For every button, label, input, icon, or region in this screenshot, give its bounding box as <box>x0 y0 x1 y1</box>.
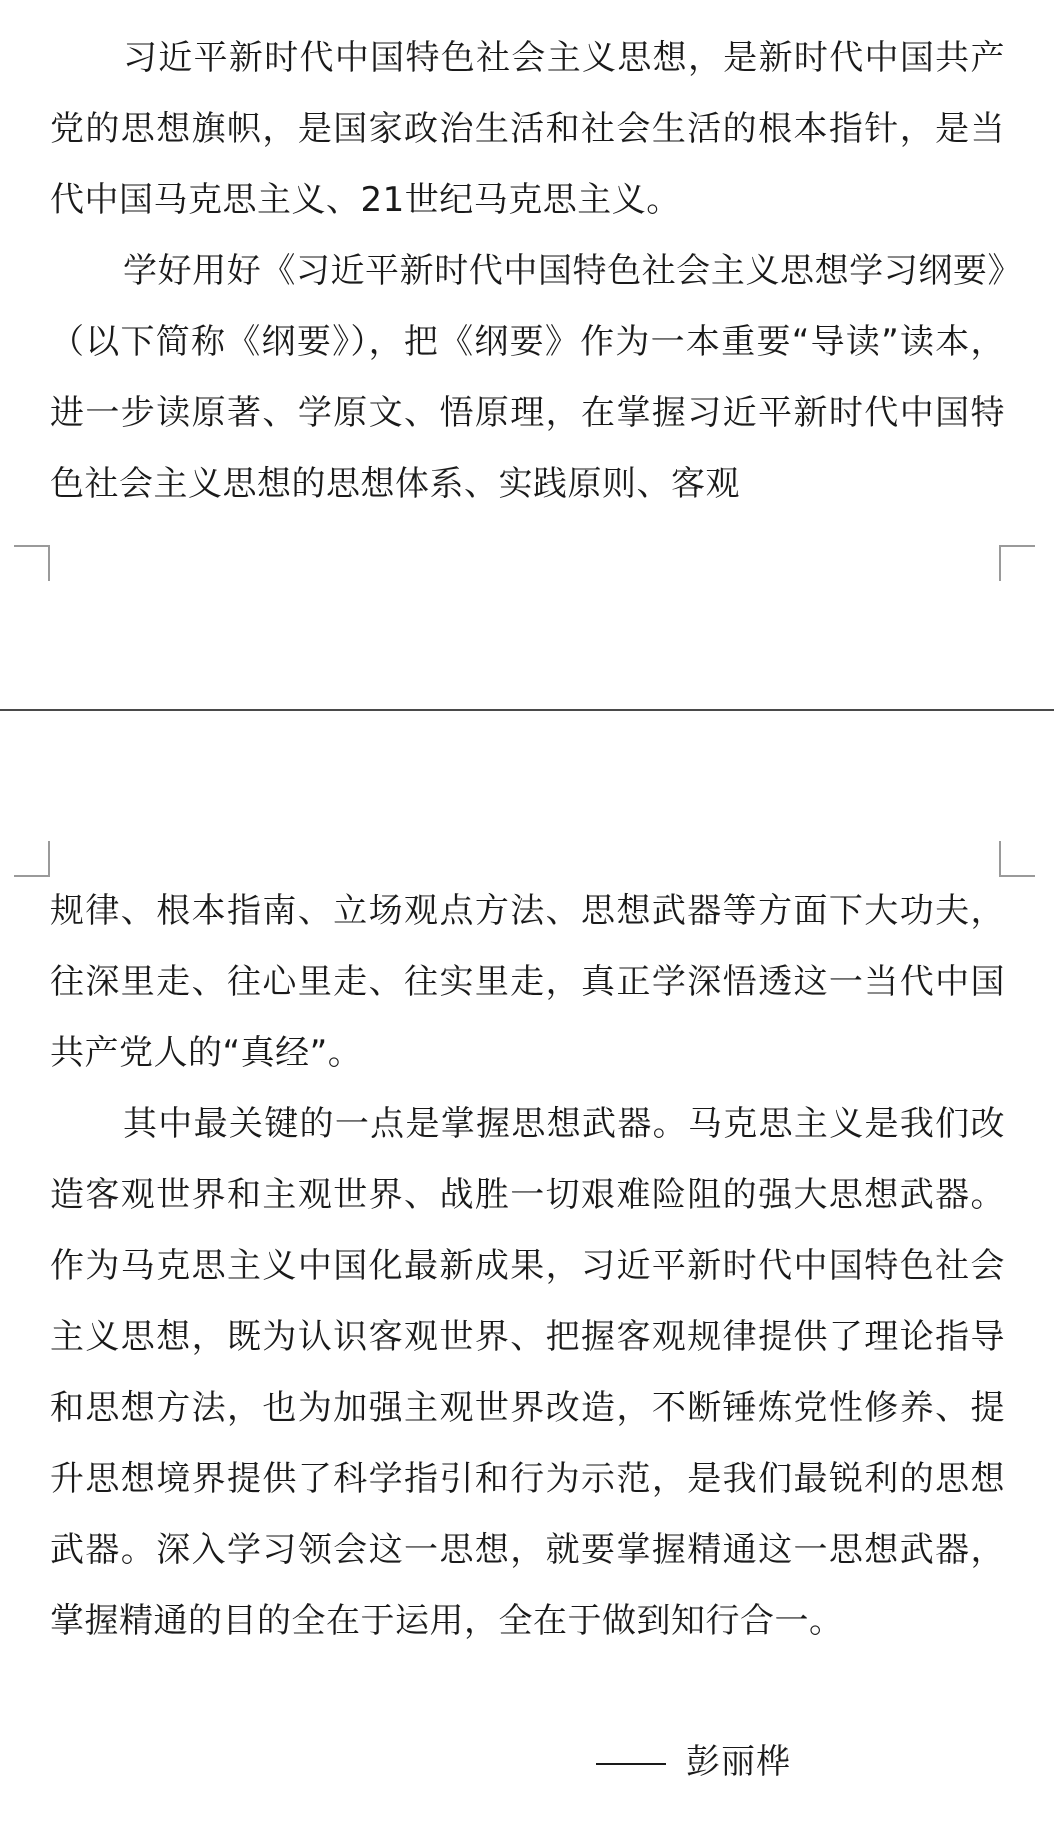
crop-mark-top-right <box>999 841 1035 877</box>
crop-mark-bottom-left <box>14 545 50 581</box>
em-dash-rule <box>596 1763 666 1765</box>
crop-mark-top-left <box>14 841 50 877</box>
page-1-body <box>50 23 1005 520</box>
paragraph-2: 学好用好《习近平新时代中国特色社会主义思想学习纲要》（以下简称《纲要》），把《纲要》作为一本重要“导读”读本，进一步读原著、学原文、悟原理，在掌握习近平新时代中国特色社会主义思想的思想体系、实践原则、客观 <box>50 251 1005 504</box>
author-name: 彭丽桦 <box>686 1742 791 1782</box>
document-page-1 <box>0 0 1054 709</box>
paragraph-1: 习近平新时代中国特色社会主义思想，是新时代中国共产党的思想旗帜，是国家政治生活和社会生活的根本指针，是当代中国马克思主义、21世纪马克思主义。 <box>50 38 1005 220</box>
page-2-body <box>50 876 1005 1657</box>
paragraph-4: 其中最关键的一点是掌握思想武器。马克思主义是我们改造客观世界和主观世界、战胜一切艰难险阻的强大思想武器。作为马克思主义中国化最新成果，习近平新时代中国特色社会主义思想，既为认识客观世界、把握客观规律提供了理论指导和思想方法，也为加强主观世界改造，不断锤炼党性修养、提升思想境界提供了科学指引和行为示范，是我们最锐利的思想武器。深入学习领会这一思想，就要掌握精通这一思想武器，掌握精通的目的全在于运用，全在于做到知行合一。 <box>50 1104 1005 1641</box>
crop-mark-bottom-right <box>999 545 1035 581</box>
document-page-2 <box>0 711 1054 1832</box>
signature-line <box>596 1734 791 1790</box>
paragraph-3: 规律、根本指南、立场观点方法、思想武器等方面下大功夫，往深里走、往心里走、往实里走，真正学深悟透这一当代中国共产党人的“真经”。 <box>50 891 1005 1073</box>
